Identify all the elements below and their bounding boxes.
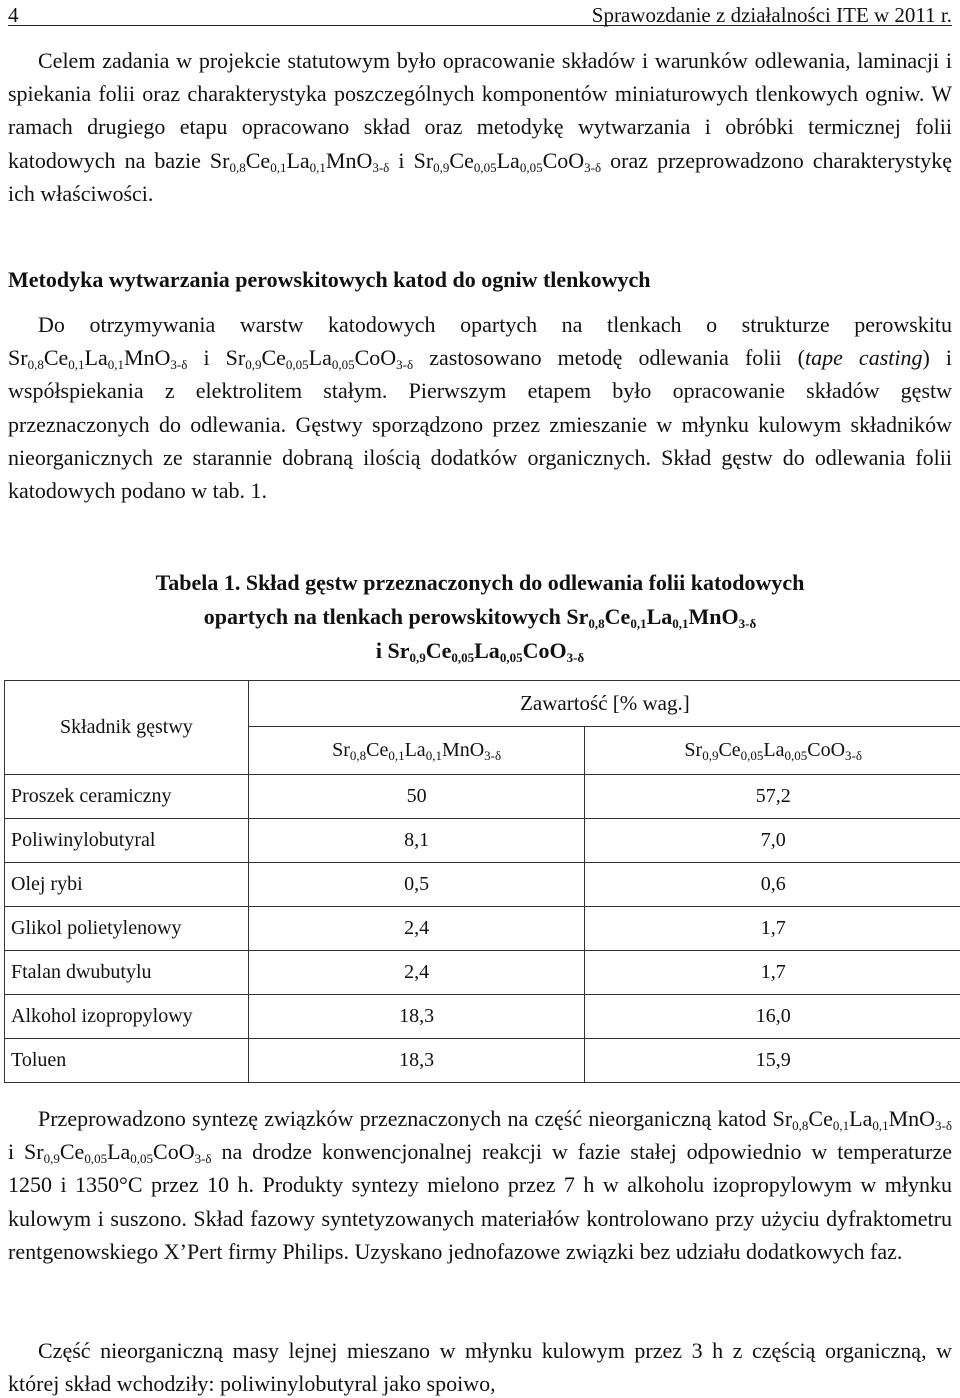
row-value-b: 0,6 [585, 863, 960, 907]
paragraph-synthesis: Przeprowadzono syntezę związków przeznaczonych na część nieorganiczną katod $Sr_{0,8}Ce_{0,1}La_{0,1}MnO_{3-\delta}$ i $Sr_{0,9}Ce_{0,05}La_{0,05}CoO_{3-\delta}$ na drodze konwencjonalnej reakcji w fazie stałej odpowiednio w temperaturze 1250 i 1350°C przez 10 h. Produkty syntezy mielono przez 7 h w alkoholu izopropylowym w młynku kulowym i suszono. Skład fazowy syntetyzowanych materiałów kontrolowano przy użyciu dyfraktometru rentgenowskiego X’Pert firmy Philips. Uzyskano jednofazowe związki bez udziału dodatkowych faz. [8, 1106, 953, 1264]
table-row [5, 775, 960, 819]
header-formula-b: $Sr_{0,9}Ce_{0,05}La_{0,05}CoO_{3-\delta}$ [585, 727, 960, 775]
composition-table [4, 680, 960, 1083]
row-value-b: 1,7 [585, 907, 960, 951]
header-formula-a: $Sr_{0,8}Ce_{0,1}La_{0,1}MnO_{3-\delta}$ [248, 727, 585, 775]
paragraph-intro: Celem zadania w projekcie statutowym było opracowanie składów i warunków odlewania, laminacji i spiekania folii oraz charakterystyka poszczególnych komponentów miniaturowych tlenkowych ogniw. W ramach drugiego etapu opracowano skład oraz metodykę wytwarzania i obróbki termicznej folii katodowych na bazie $Sr_{0,8}Ce_{0,1}La_{0,1}MnO_{3-\delta}$ i $Sr_{0,9}Ce_{0,05}La_{0,05}CoO_{3-\delta}$ oraz przeprowadzono charakterystykę ich właściwości. [8, 48, 953, 206]
row-name: Toluen [5, 1039, 249, 1083]
table-row [5, 907, 960, 951]
row-name: Alkohol izopropylowy [5, 995, 249, 1039]
row-value-a: 50 [248, 775, 585, 819]
journal-title: Sprawozdanie z działalności ITE w 2011 r. [591, 3, 952, 27]
row-value-b: 1,7 [585, 951, 960, 995]
row-value-a: 2,4 [248, 907, 585, 951]
formula-sr09-ce005-la005-coo3: $Sr_{0,9}Ce_{0,05}La_{0,05}CoO_{3-\delta}$ [24, 1139, 212, 1167]
page-number: 4 [8, 3, 19, 27]
formula-sr08-ce01-la01-mno3: $Sr_{0,8}Ce_{0,1}La_{0,1}MnO_{3-\delta}$ [209, 147, 390, 175]
header-content: Zawartość [% wag.] [248, 681, 960, 727]
row-value-a: 18,3 [248, 995, 585, 1039]
row-value-a: 18,3 [248, 1039, 585, 1083]
table-row [5, 1039, 960, 1083]
formula-sr08-ce01-la01-mno3: $Sr_{0,8}Ce_{0,1}La_{0,1}MnO_{3-\delta}$ [772, 1106, 952, 1133]
row-value-b: 57,2 [585, 775, 960, 819]
section-heading: Metodyka wytwarzania perowskitowych katod do ogniw tlenkowych [8, 267, 651, 292]
row-value-a: 0,5 [248, 863, 585, 907]
row-name: Poliwinylobutyral [5, 819, 249, 863]
table-row [5, 995, 960, 1039]
formula-sr08-ce01-la01-mno3: $Sr_{0,8}Ce_{0,1}La_{0,1}MnO_{3-\delta}$ [566, 604, 757, 631]
running-header [8, 4, 952, 26]
formula-sr09-ce005-la005-coo3: $Sr_{0,9}Ce_{0,05}La_{0,05}CoO_{3-\delta}$ [387, 638, 585, 665]
row-name: Glikol polietylenowy [5, 907, 249, 951]
row-name: Ftalan dwubutylu [5, 951, 249, 995]
formula-sr09-ce005-la005-coo3: $Sr_{0,9}Ce_{0,05}La_{0,05}CoO_{3-\delta}$ [225, 345, 414, 373]
row-value-a: 2,4 [248, 951, 585, 995]
row-value-b: 7,0 [585, 819, 960, 863]
row-value-b: 15,9 [585, 1039, 960, 1083]
row-name: Proszek ceramiczny [5, 775, 249, 819]
paragraph-methodology: Do otrzymywania warstw katodowych opartych na tlenkach o strukturze perowskitu $Sr_{0,8}Ce_{0,1}La_{0,1}MnO_{3-\delta}$ i $Sr_{0,9}Ce_{0,05}La_{0,05}CoO_{3-\delta}$ zastosowano metodę odlewania folii (tape casting) i współspiekania z elektrolitem stałym. Pierwszym etapem było opracowanie składów gęstw przeznaczonych do odlewania. Gęstwy sporządzono przez zmieszanie w młynku kulowym składników nieorganicznych ze starannie dobraną ilością dodatków organicznych. Skład gęstw do odlewania folii katodowych podano w tab. 1. [8, 312, 952, 504]
formula-sr08-ce01-la01-mno3: $Sr_{0,8}Ce_{0,1}La_{0,1}MnO_{3-\delta}$ [8, 345, 188, 373]
header-component: Składnik gęstwy [5, 681, 249, 775]
paragraph-mixing: Część nieorganiczną masy lejnej mieszano w młynku kulowym przez 3 h z częścią organiczną, w której skład wchodziły: poliwinylobutyral jako spoiwo, [8, 1338, 952, 1397]
row-value-a: 8,1 [248, 819, 585, 863]
row-name: Olej rybi [5, 863, 249, 907]
table-caption: Tabela 1. Skład gęstw przeznaczonych do odlewania folii katodowych opartych na tlenkach perowskitowych $Sr_{0,8}Ce_{0,1}La_{0,1}MnO_{3-\delta}$ i $Sr_{0,9}Ce_{0,05}La_{0,05}CoO_{3-\delta}$ [155, 570, 805, 665]
row-value-b: 16,0 [585, 995, 960, 1039]
table-row [5, 863, 960, 907]
table-row [5, 819, 960, 863]
formula-sr09-ce005-la005-coo3: $Sr_{0,9}Ce_{0,05}La_{0,05}CoO_{3-\delta}$ [413, 147, 602, 175]
table-row [5, 951, 960, 995]
